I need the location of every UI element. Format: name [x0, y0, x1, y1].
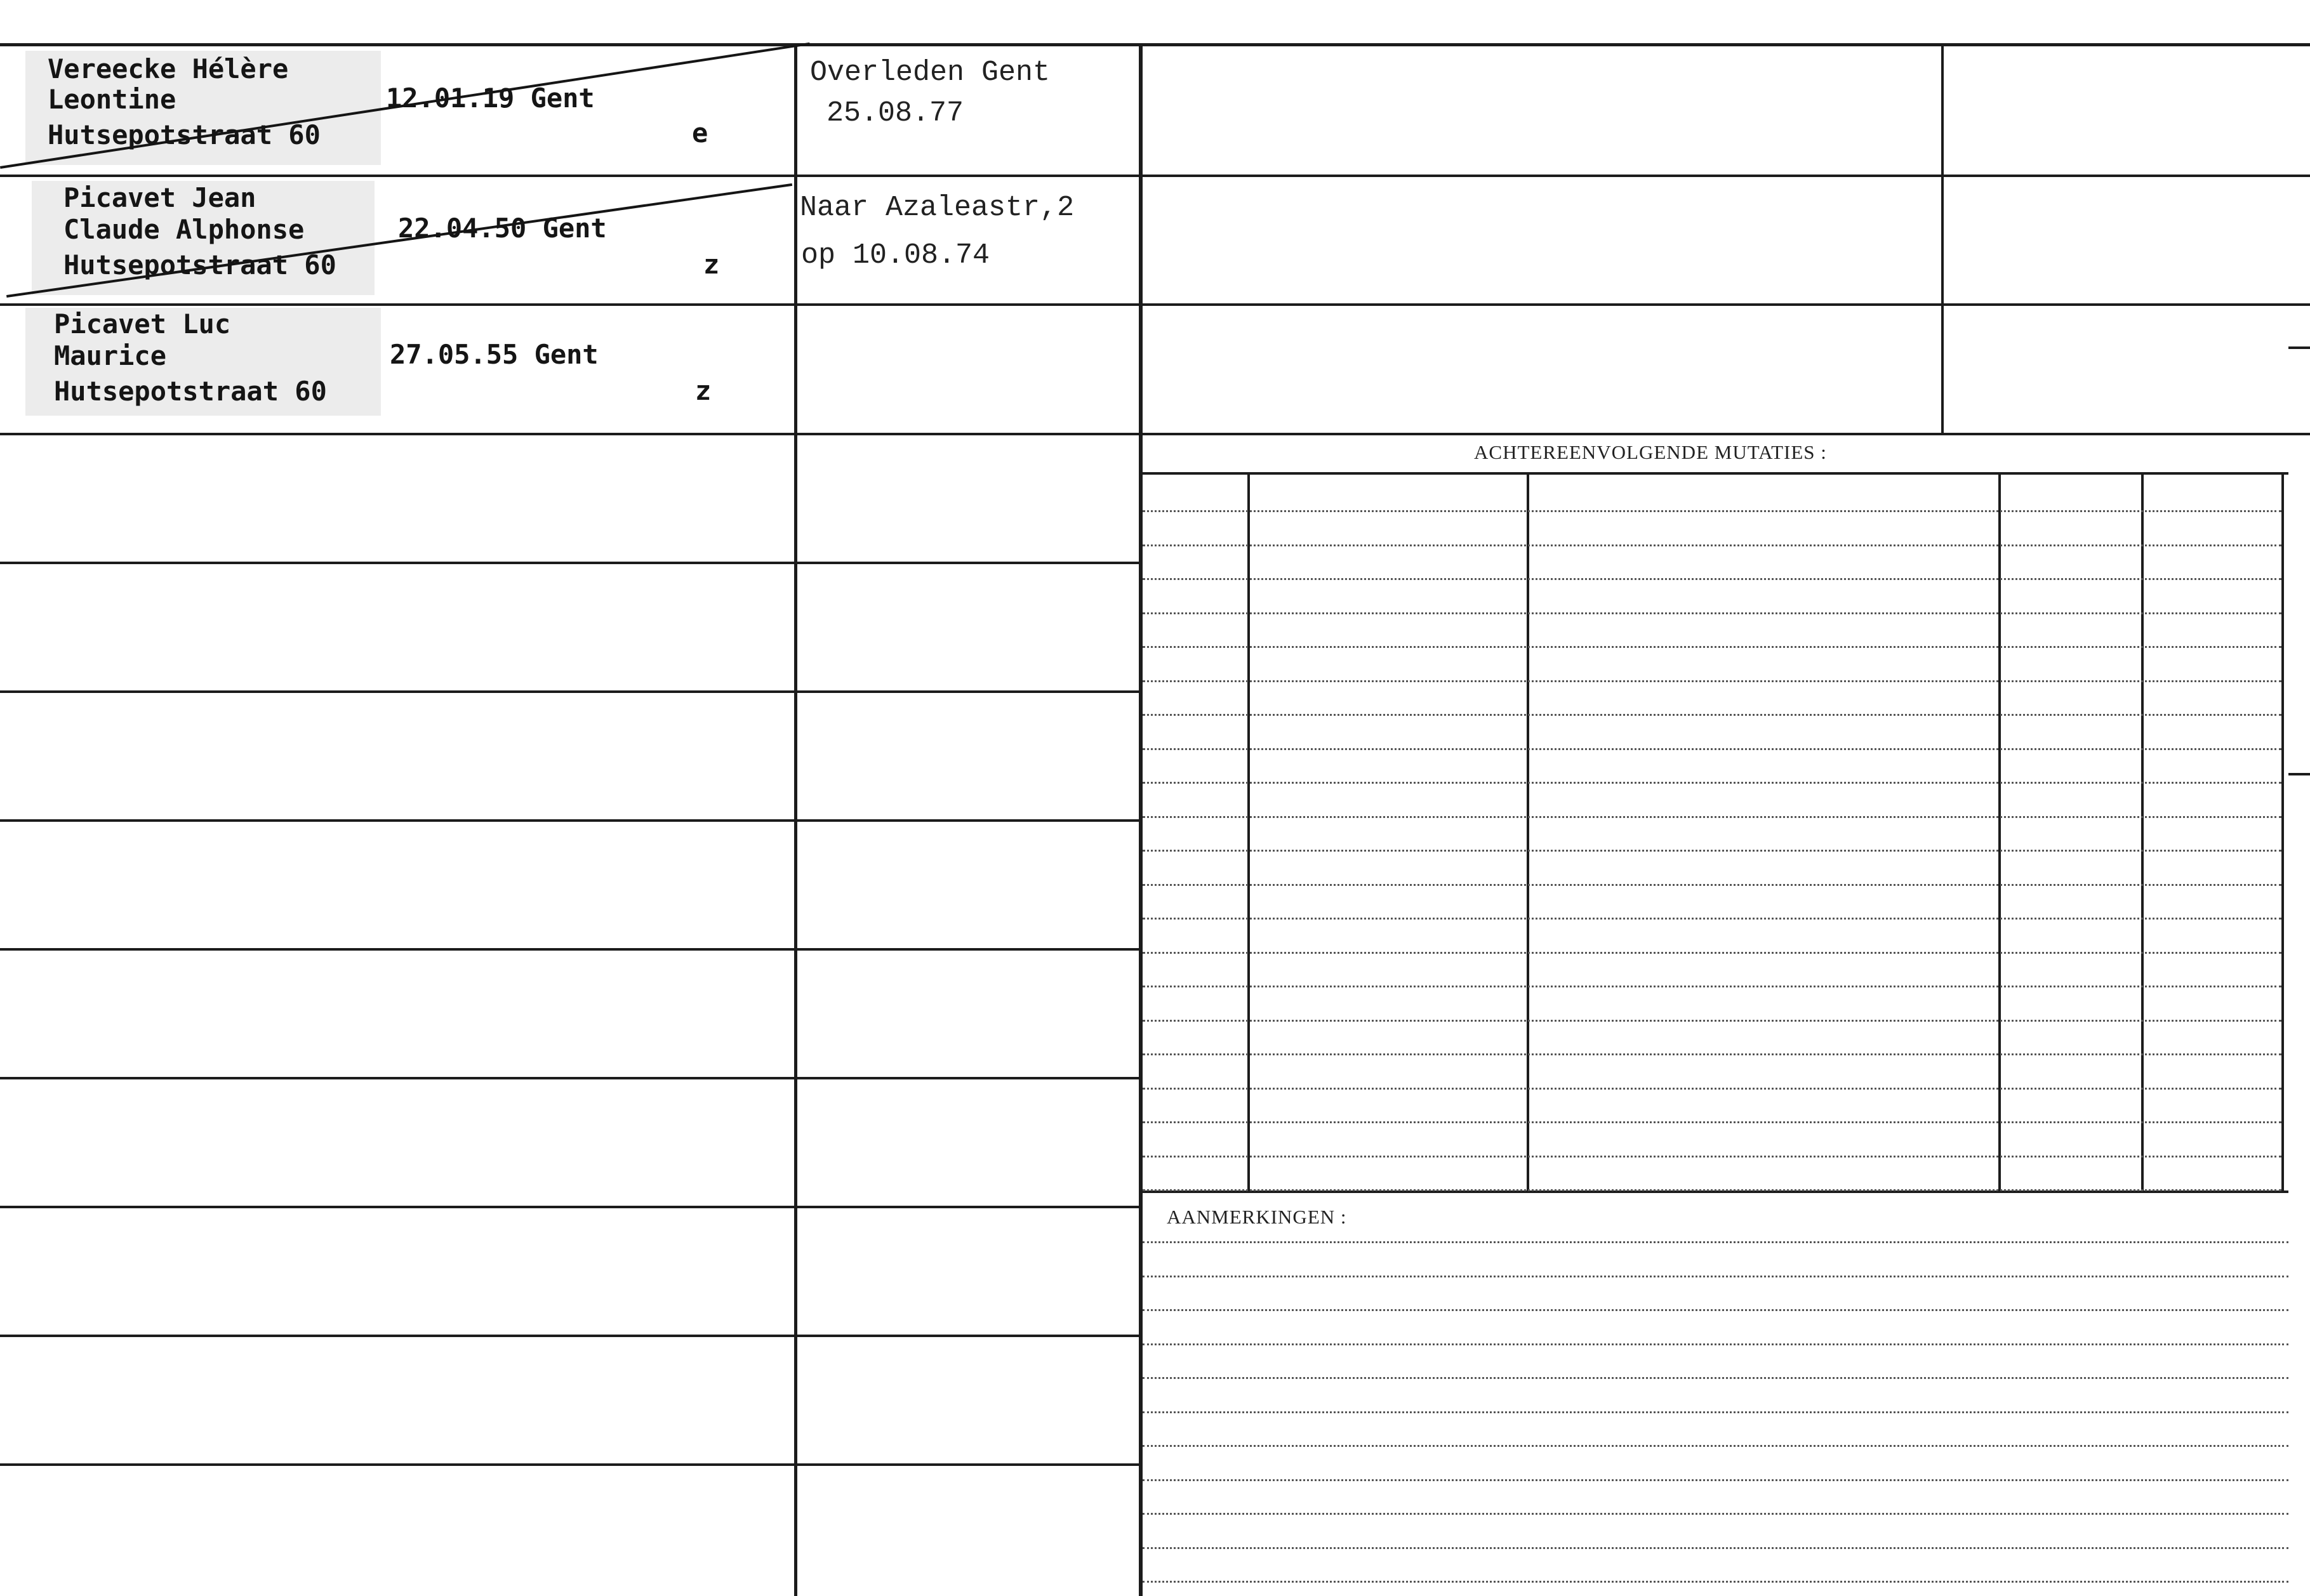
remark-2-line2: op 10.08.74	[801, 239, 990, 272]
mutations-col	[2281, 475, 2284, 1192]
row-line	[0, 819, 1140, 822]
mutations-col	[1998, 475, 2001, 1192]
resident-1-name: Vereecke Hélère	[48, 53, 289, 84]
ruled-line	[1143, 1581, 2288, 1583]
ruled-line	[1143, 1276, 2288, 1277]
ruled-line	[1143, 510, 2281, 512]
edge-mark	[2288, 346, 2310, 349]
resident-1-address: Hutsepotstraat 60	[48, 119, 321, 150]
ruled-line	[1143, 1445, 2288, 1447]
resident-1-birth: 12.01.19 Gent	[386, 82, 595, 114]
resident-1-given-names: Leontine	[48, 84, 176, 115]
ruled-line	[1143, 1547, 2288, 1549]
row-line	[0, 433, 1140, 435]
ruled-line	[1143, 1377, 2288, 1379]
row-line	[0, 562, 1140, 564]
ruled-line	[1143, 816, 2281, 818]
resident-2-address: Hutsepotstraat 60	[63, 249, 336, 280]
resident-3-name: Picavet Luc	[54, 308, 231, 340]
ruled-line	[1143, 1513, 2288, 1515]
ruled-line	[1143, 1241, 2288, 1243]
remark-1-line1: Overleden Gent	[810, 56, 1051, 89]
ruled-line	[1143, 1020, 2281, 1022]
ruled-line	[1143, 680, 2281, 682]
ruled-line	[1143, 918, 2281, 920]
ruled-line	[1143, 1309, 2288, 1311]
row-line	[0, 1463, 1140, 1466]
top-border	[0, 43, 2310, 46]
ruled-line	[1143, 1343, 2288, 1345]
ruled-line	[1143, 850, 2281, 852]
row-line	[0, 1206, 1140, 1208]
row-line	[0, 1335, 1140, 1337]
column-divider-3	[1941, 44, 1944, 433]
edge-mark	[2288, 773, 2310, 775]
resident-3-given-names: Maurice	[54, 340, 167, 371]
mutations-col	[1247, 475, 1250, 1192]
ruled-line	[1143, 748, 2281, 750]
resident-2-birth: 22.04.50 Gent	[398, 213, 607, 244]
row-line	[0, 1077, 1140, 1079]
row-line	[0, 175, 1140, 177]
resident-1-code: e	[692, 117, 708, 148]
right-row-line	[1140, 433, 2310, 435]
mutations-col	[1527, 475, 1529, 1192]
ruled-line	[1143, 952, 2281, 954]
ruled-line	[1143, 1088, 2281, 1090]
right-row-line	[1140, 175, 2310, 177]
remark-2-line1: Naar Azaleastr,2	[800, 192, 1075, 224]
ruled-line	[1143, 1156, 2281, 1157]
ruled-line	[1143, 1479, 2288, 1481]
resident-2-name: Picavet Jean	[63, 182, 256, 213]
ruled-line	[1143, 1189, 2281, 1191]
ruled-line	[1143, 646, 2281, 648]
ruled-line	[1143, 612, 2281, 614]
right-row-line	[1140, 303, 2310, 306]
ruled-line	[1143, 544, 2281, 546]
ruled-line	[1143, 1411, 2288, 1413]
remark-1-line2: 25.08.77	[826, 97, 964, 129]
resident-3-birth: 27.05.55 Gent	[390, 339, 599, 370]
mutations-heading: ACHTEREENVOLGENDE MUTATIES :	[1474, 441, 1827, 463]
resident-3-address: Hutsepotstraat 60	[54, 376, 327, 407]
annotations-heading: AANMERKINGEN :	[1167, 1206, 1347, 1228]
resident-3-code: z	[695, 375, 712, 406]
resident-2-given-names: Claude Alphonse	[63, 214, 305, 245]
resident-2-code: z	[703, 249, 720, 280]
mutations-top-border	[1143, 472, 2288, 475]
row-line	[0, 948, 1140, 951]
ruled-line	[1143, 714, 2281, 716]
row-line	[0, 690, 1140, 693]
ruled-line	[1143, 578, 2281, 580]
ruled-line	[1143, 1053, 2281, 1055]
ruled-line	[1143, 1121, 2281, 1123]
ruled-line	[1143, 986, 2281, 987]
ruled-line	[1143, 782, 2281, 784]
ruled-line	[1143, 884, 2281, 886]
mutations-col	[2141, 475, 2144, 1192]
